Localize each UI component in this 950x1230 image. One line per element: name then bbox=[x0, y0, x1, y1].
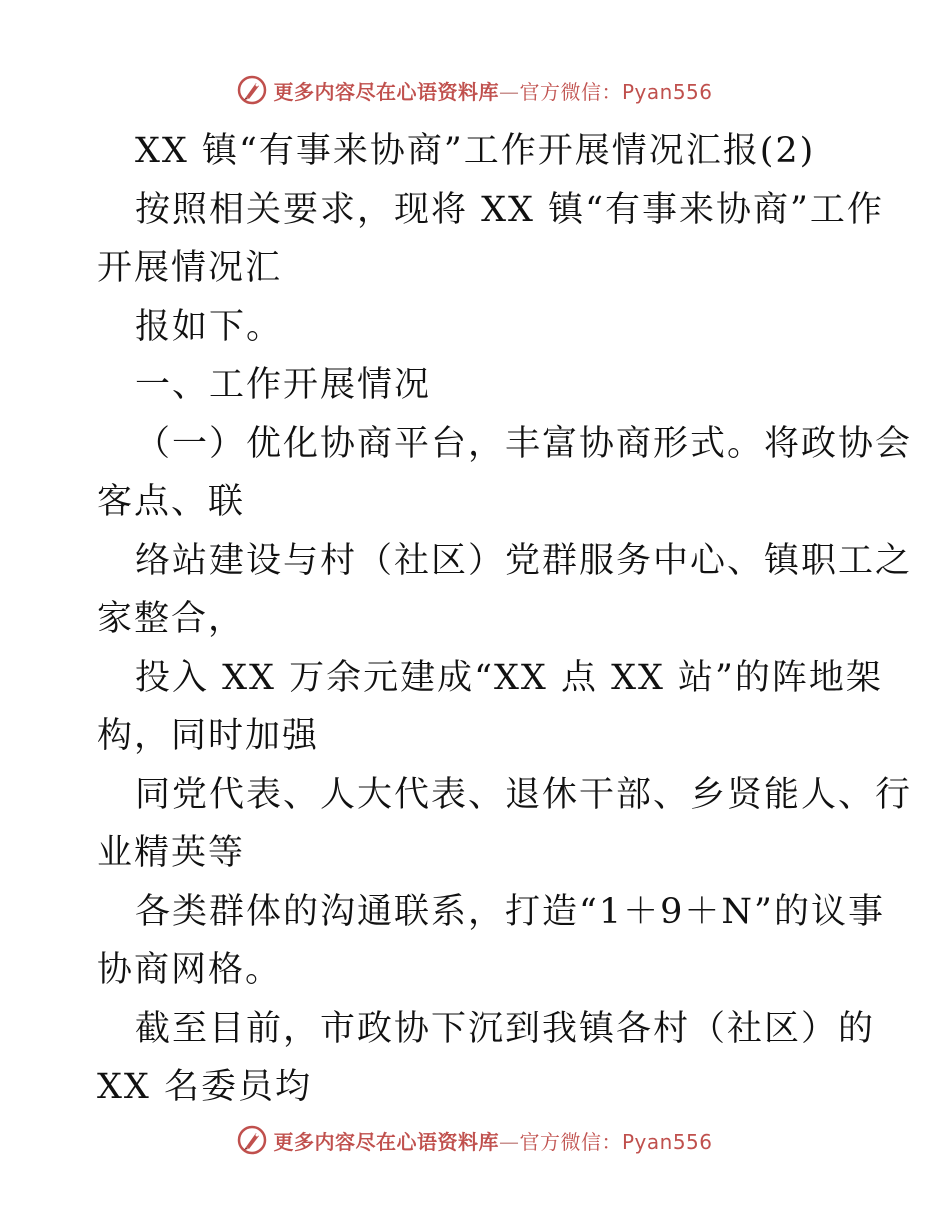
text-line: 络站建设与村（社区）党群服务中心、镇职工之 bbox=[135, 540, 913, 581]
text-line: 一、工作开展情况 bbox=[135, 365, 432, 405]
watermark-title: 更多内容尽在心语资料库 bbox=[273, 1129, 499, 1154]
watermark-text bbox=[273, 1126, 712, 1155]
text-line: 开展情况汇 bbox=[97, 248, 283, 288]
document-body bbox=[97, 122, 913, 1117]
text-line: 报如下。 bbox=[135, 306, 284, 347]
text-line: XX 镇“有事来协商”工作开展情况汇报(2) bbox=[135, 131, 816, 171]
text-line: 截至目前，市政协下沉到我镇各村（社区）的 bbox=[135, 1008, 876, 1049]
text-line: 协商网格。 bbox=[97, 950, 283, 990]
watermark-text bbox=[273, 76, 712, 105]
watermark-wechat-id: Pyan556 bbox=[621, 79, 713, 104]
text-line: 各类群体的沟通联系，打造“1＋9＋N”的议事 bbox=[135, 891, 885, 932]
watermark-wechat-label: 官方微信： bbox=[519, 79, 622, 104]
pen-nib-logo-icon bbox=[237, 1125, 267, 1155]
watermark-separator: — bbox=[498, 1129, 520, 1154]
text-line: 同党代表、人大代表、退休干部、乡贤能人、行 bbox=[135, 774, 913, 815]
header-watermark bbox=[0, 70, 950, 110]
text-line: 客点、联 bbox=[97, 482, 246, 522]
text-line: （一）优化协商平台，丰富协商形式。将政协会 bbox=[135, 423, 913, 464]
text-line: 构，同时加强 bbox=[97, 716, 320, 756]
watermark-wechat-id: Pyan556 bbox=[621, 1129, 713, 1154]
pen-nib-logo-icon bbox=[237, 75, 267, 105]
text-line: 投入 XX 万余元建成“XX 点 XX 站”的阵地架 bbox=[135, 657, 883, 698]
watermark-wechat-label: 官方微信： bbox=[519, 1129, 622, 1154]
watermark-separator: — bbox=[498, 79, 520, 104]
text-line: XX 名委员均 bbox=[97, 1067, 312, 1107]
text-line: 业精英等 bbox=[97, 833, 246, 873]
text-line: 家整合， bbox=[97, 599, 246, 639]
footer-watermark bbox=[0, 1120, 950, 1160]
text-line: 按照相关要求，现将 XX 镇“有事来协商”工作 bbox=[135, 189, 884, 230]
watermark-title: 更多内容尽在心语资料库 bbox=[273, 79, 499, 104]
